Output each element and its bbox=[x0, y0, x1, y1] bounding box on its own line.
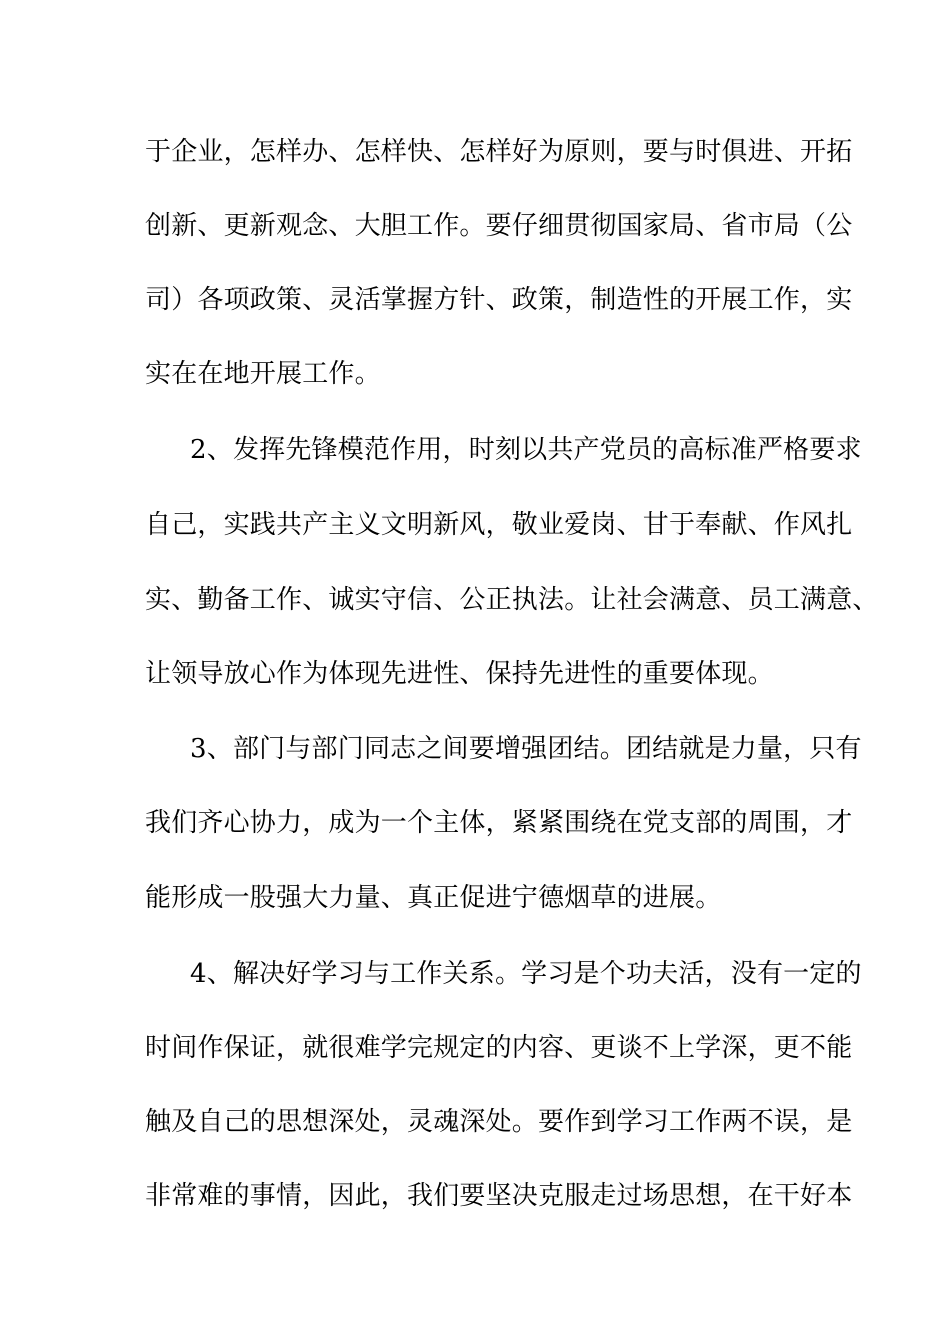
text-line: 于企业，怎样办、怎样快、怎样好为原则，要与时俱进、开拓 bbox=[145, 137, 853, 167]
text-line: 自己，实践共产主义文明新风，敬业爱岗、甘于奉献、作风扎 bbox=[145, 510, 853, 540]
text-line: 实在在地开展工作。 bbox=[145, 359, 381, 389]
text-line: 创新、更新观念、大胆工作。要仔细贯彻国家局、省市局（公 bbox=[145, 211, 853, 241]
text-line: 司）各项政策、灵活掌握方针、政策，制造性的开展工作，实 bbox=[145, 285, 853, 315]
paragraph-2-first-line: 2、发挥先锋模范作用，时刻以共产党员的高标准严格要求 bbox=[190, 435, 862, 465]
text-line: 能形成一股强大力量、真正促进宁德烟草的进展。 bbox=[145, 883, 722, 913]
text-line: 非常难的事情，因此，我们要坚决克服走过场思想，在干好本 bbox=[145, 1181, 853, 1211]
paragraph-3-first-line: 3、部门与部门同志之间要增强团结。团结就是力量，只有 bbox=[190, 734, 862, 764]
text-line: 时间作保证，就很难学完规定的内容、更谈不上学深，更不能 bbox=[145, 1033, 853, 1063]
text-line: 触及自己的思想深处，灵魂深处。要作到学习工作两不误，是 bbox=[145, 1107, 853, 1137]
text-line: 实、勤备工作、诚实守信、公正执法。让社会满意、员工满意、 bbox=[145, 585, 879, 615]
paragraph-4-first-line: 4、解决好学习与工作关系。学习是个功夫活，没有一定的 bbox=[190, 959, 862, 989]
text-line: 我们齐心协力，成为一个主体，紧紧围绕在党支部的周围，才 bbox=[145, 808, 853, 838]
text-line: 让领导放心作为体现先进性、保持先进性的重要体现。 bbox=[145, 659, 774, 689]
